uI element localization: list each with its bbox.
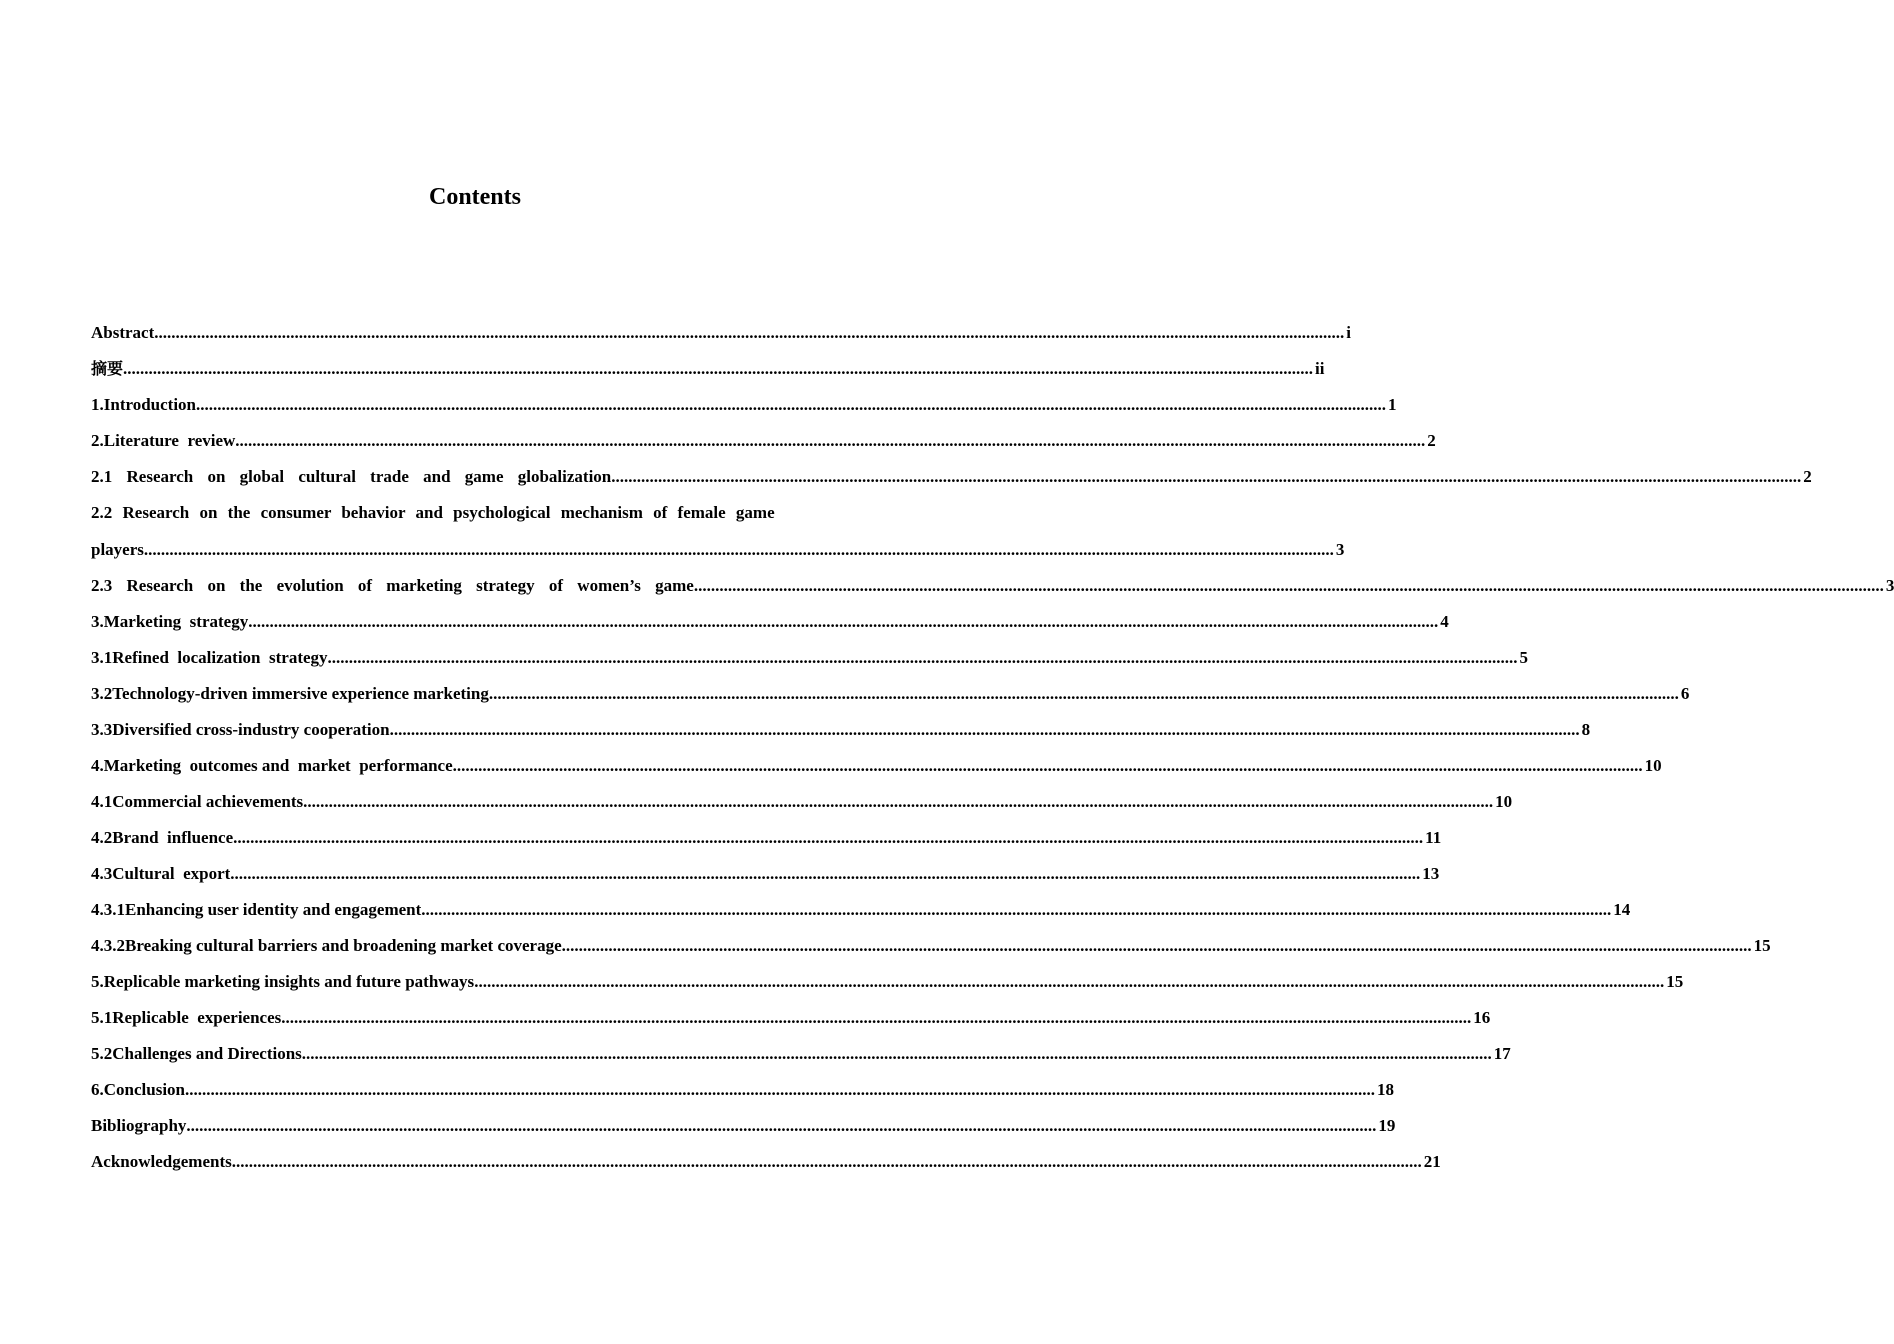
toc-label: 4.2Brand influence	[91, 828, 234, 847]
toc-label: players	[91, 540, 144, 559]
toc-entry-bibliography[interactable]	[91, 1111, 1396, 1147]
toc-entry-2-2-continued[interactable]	[91, 535, 1345, 571]
toc-label: 摘要	[91, 359, 124, 378]
toc-label: 3.2Technology-driven immersive experience marketing	[91, 684, 489, 703]
page-title: Contents	[428, 184, 521, 211]
toc-entry-3-1[interactable]	[91, 643, 1529, 679]
toc-page-number: ii	[1315, 359, 1325, 378]
toc-leader-dots	[281, 1003, 1471, 1033]
toc-entry-4-3-2[interactable]	[91, 931, 1771, 967]
toc-entry-2-3[interactable]	[91, 571, 1894, 607]
toc-entry-5-2[interactable]	[91, 1039, 1511, 1075]
toc-label: 6.Conclusion	[91, 1080, 185, 1099]
toc-label: Abstract	[91, 323, 155, 342]
toc-label: 4.1Commercial achievements	[91, 792, 304, 811]
toc-leader-dots	[302, 1039, 1492, 1069]
toc-leader-dots	[453, 751, 1643, 781]
toc-page-number: 21	[1423, 1152, 1441, 1171]
toc-entry-conclusion[interactable]	[91, 1075, 1394, 1111]
toc-page-number: 2	[1803, 467, 1812, 486]
toc-label: 4.3.1Enhancing user identity and engagement	[91, 900, 422, 919]
toc-entry-4-1[interactable]	[91, 787, 1513, 823]
toc-page-number: 16	[1473, 1008, 1491, 1027]
toc-leader-dots	[248, 607, 1438, 637]
toc-label: 3.Marketing strategy	[91, 612, 249, 631]
toc-label: 4.3Cultural export	[91, 864, 231, 883]
toc-entry-marketing-strategy[interactable]	[91, 607, 1449, 643]
toc-leader-dots	[196, 390, 1386, 420]
toc-leader-dots	[154, 318, 1344, 348]
toc-leader-dots	[390, 715, 1580, 745]
toc-leader-dots	[235, 426, 1425, 456]
toc-leader-dots	[233, 823, 1423, 853]
toc-entry-2-1[interactable]	[91, 462, 1812, 498]
toc-entry-replicable-insights[interactable]	[91, 967, 1684, 1003]
toc-leader-dots	[489, 679, 1679, 709]
toc-leader-dots	[421, 895, 1611, 925]
toc-leader-dots	[230, 859, 1420, 889]
toc-label: 5.1Replicable experiences	[91, 1008, 282, 1027]
toc-entry-2-2[interactable]	[91, 498, 860, 535]
toc-page-number: 17	[1493, 1044, 1511, 1063]
toc-entry-marketing-outcomes[interactable]	[91, 751, 1662, 787]
toc-leader-dots	[562, 931, 1752, 961]
toc-leader-dots	[474, 967, 1664, 997]
toc-entry-4-3-1[interactable]	[91, 895, 1631, 931]
toc-label: 2.3 Research on the evolution of marketing strategy of women’s game	[91, 576, 694, 595]
toc-page-number: 19	[1378, 1116, 1396, 1135]
toc-entry-chinese-abstract[interactable]	[91, 354, 1325, 390]
toc-label: Bibliography	[91, 1116, 187, 1135]
toc-page-number: 13	[1422, 864, 1440, 883]
toc-label: 5.Replicable marketing insights and future pathways	[91, 972, 475, 991]
toc-entry-acknowledgements[interactable]	[91, 1147, 1441, 1183]
toc-page-number: 14	[1613, 900, 1631, 919]
toc-leader-dots	[123, 354, 1313, 384]
toc-page-number: 15	[1666, 972, 1684, 991]
toc-leader-dots	[144, 535, 1334, 565]
toc-entry-3-3[interactable]	[91, 715, 1591, 751]
toc-leader-dots	[694, 571, 1884, 601]
toc-label: 5.2Challenges and Directions	[91, 1044, 302, 1063]
toc-label: Acknowledgements	[91, 1152, 232, 1171]
toc-label: 2.1 Research on global cultural trade and game globalization	[91, 467, 612, 486]
toc-page-number: i	[1346, 323, 1351, 342]
toc-page-number: 5	[1519, 648, 1529, 667]
toc-page-number: 18	[1377, 1080, 1394, 1099]
toc-label: 1.Introduction	[91, 395, 197, 414]
toc-leader-dots	[328, 643, 1518, 673]
toc-entry-5-1[interactable]	[91, 1003, 1491, 1039]
toc-entry-3-2[interactable]	[91, 679, 1690, 715]
toc-page-number: 3	[1335, 540, 1345, 559]
toc-leader-dots	[303, 787, 1493, 817]
toc-page-number: 11	[1425, 828, 1442, 847]
toc-leader-dots	[232, 1147, 1422, 1177]
toc-page-number: 3	[1885, 576, 1894, 595]
toc-page-number: 10	[1644, 756, 1662, 775]
toc-page-number: 8	[1581, 720, 1591, 739]
table-of-contents	[91, 318, 1894, 1183]
toc-entry-abstract[interactable]	[91, 318, 1351, 354]
toc-label: 3.1Refined localization strategy	[91, 648, 328, 667]
toc-leader-dots	[611, 462, 1801, 492]
toc-entry-4-3[interactable]	[91, 859, 1440, 895]
toc-label: 2.Literature review	[91, 431, 236, 450]
toc-page-number: 15	[1753, 936, 1771, 955]
toc-entry-literature-review[interactable]	[91, 426, 1436, 462]
toc-label: 3.3Diversified cross-industry cooperation	[91, 720, 390, 739]
toc-label: 2.2 Research on the consumer behavior and psychological mechanism of female game	[91, 503, 775, 522]
toc-page-number: 6	[1680, 684, 1690, 703]
toc-entry-4-2[interactable]	[91, 823, 1442, 859]
toc-label: 4.3.2Breaking cultural barriers and broadening market coverage	[91, 936, 562, 955]
toc-page-number: 10	[1495, 792, 1513, 811]
toc-page-number: 2	[1427, 431, 1436, 450]
toc-label: 4.Marketing outcomes and market performance	[91, 756, 453, 775]
toc-leader-dots	[186, 1111, 1376, 1141]
toc-page-number: 1	[1388, 395, 1397, 414]
toc-page-number: 4	[1440, 612, 1449, 631]
toc-leader-dots	[185, 1075, 1375, 1105]
toc-entry-introduction[interactable]	[91, 390, 1397, 426]
